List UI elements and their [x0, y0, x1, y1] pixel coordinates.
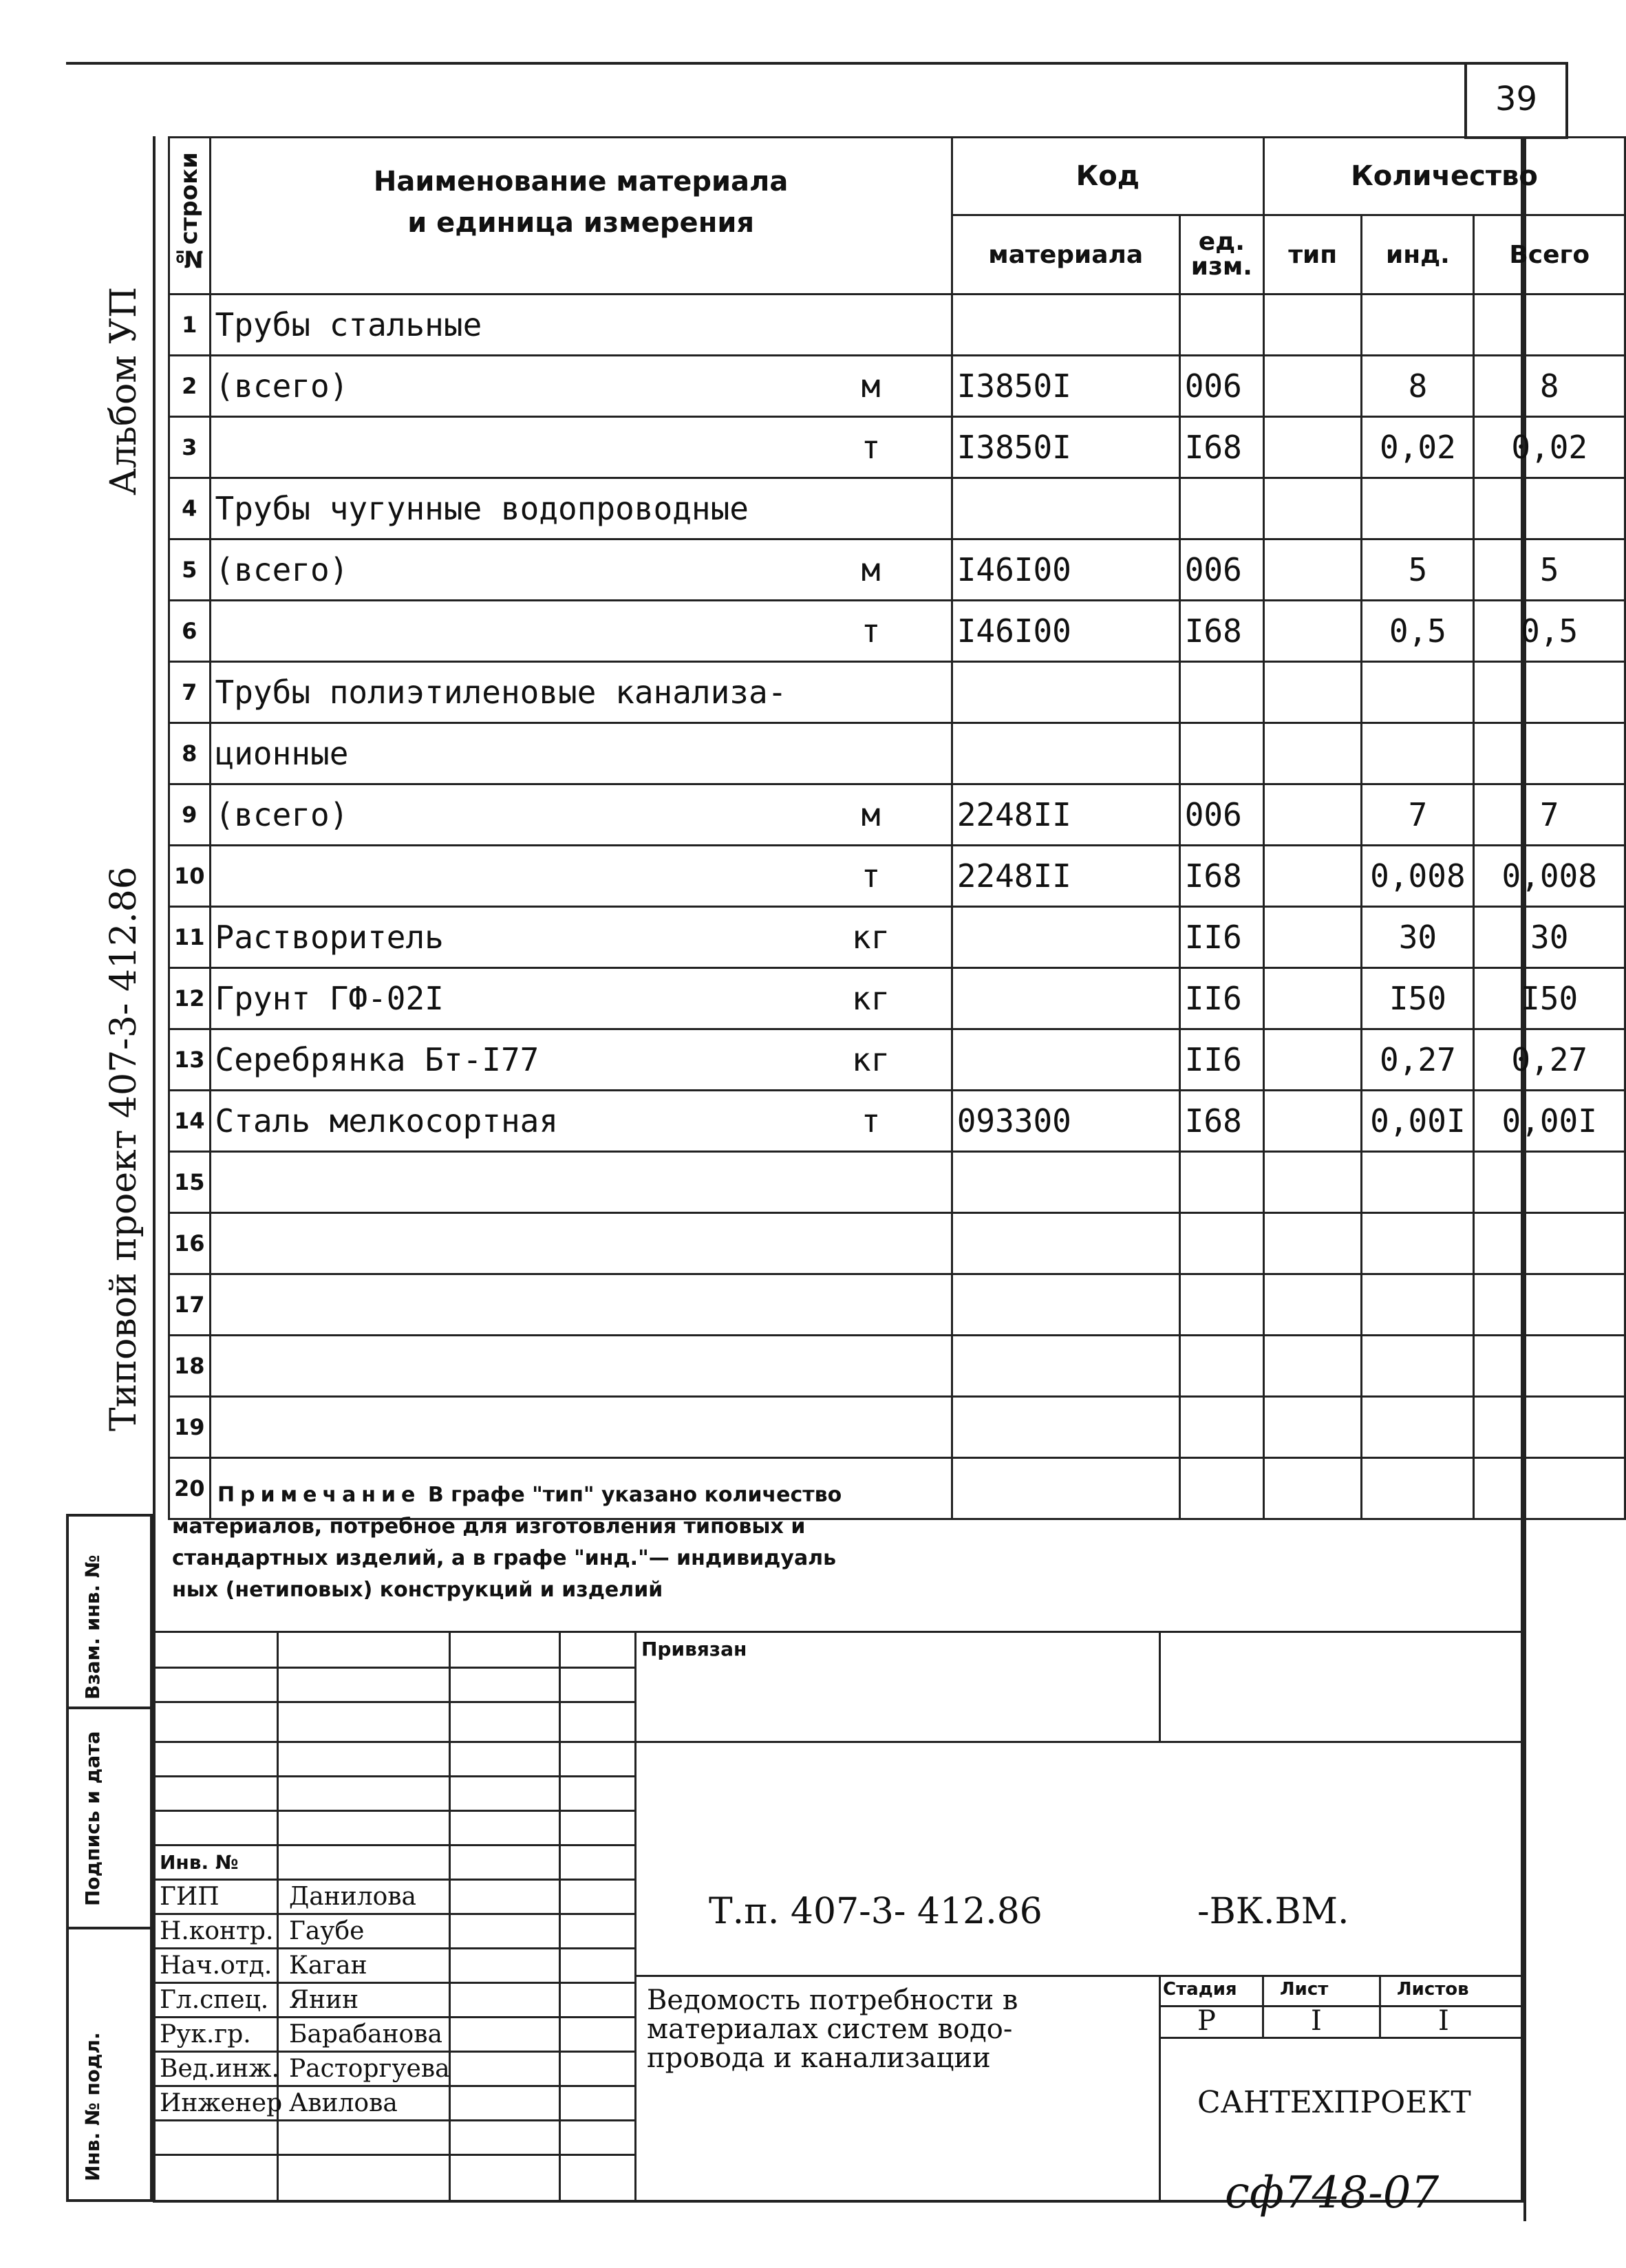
qty-total: 0,008 — [1474, 846, 1625, 907]
qty-typ — [1263, 417, 1361, 478]
row-number: 4 — [169, 478, 211, 539]
material-name — [210, 601, 791, 662]
qty-typ — [1263, 723, 1361, 784]
top-rule — [66, 62, 1566, 65]
strip-separator — [66, 1707, 153, 1709]
unit-text — [791, 662, 952, 723]
unit-code: II6 — [1179, 907, 1263, 968]
material-code: 2248II — [952, 846, 1179, 907]
table-row — [169, 662, 1625, 723]
qty-typ — [1263, 784, 1361, 846]
qty-typ — [1263, 1029, 1361, 1091]
staff-role: Гл.спец. — [160, 1986, 269, 2014]
row-number: 13 — [169, 1029, 211, 1091]
unit-text: м — [791, 784, 952, 846]
unit-text — [791, 1336, 952, 1397]
strip-separator — [66, 1927, 153, 1929]
unit-text: т — [791, 846, 952, 907]
qty-ind — [1362, 662, 1474, 723]
qty-total — [1474, 662, 1625, 723]
qty-total: 0,02 — [1474, 417, 1625, 478]
unit-header: ед. изм. — [1179, 215, 1263, 295]
unit-code — [1179, 1213, 1263, 1274]
staff-role: Н.контр. — [160, 1917, 274, 1945]
row-number: 12 — [169, 968, 211, 1029]
qty-typ — [1263, 1458, 1361, 1519]
staff-name: Янин — [289, 1986, 359, 2014]
material-name — [210, 1213, 791, 1274]
note: Примечание В графе "тип" указано количество материалов, потребное для изготовления типовых и стандартных изделий, а в графе "инд."— индивидуаль ных (нетиповых) конструкций и изделий — [172, 1483, 842, 1602]
unit-code — [1179, 1274, 1263, 1336]
qty-total: 0,00I — [1474, 1091, 1625, 1152]
unit-text — [791, 1152, 952, 1213]
material-name: Сталь мелкосортная — [210, 1091, 791, 1152]
doc-suffix: -ВК.ВМ. — [1197, 1891, 1349, 1932]
privyazan-label: Привязан — [641, 1638, 747, 1660]
material-name: Грунт ГФ-02I — [210, 968, 791, 1029]
doc-code: Т.п. 407-3- 412.86 — [709, 1891, 1042, 1932]
unit-code — [1179, 723, 1263, 784]
unit-code: I68 — [1179, 601, 1263, 662]
row-number: 2 — [169, 356, 211, 417]
material-name: Трубы стальные — [210, 295, 791, 356]
unit-text — [791, 295, 952, 356]
row-number: 11 — [169, 907, 211, 968]
qty-total — [1474, 478, 1625, 539]
qty-ind: 0,5 — [1362, 601, 1474, 662]
sheets-label: Листов — [1397, 1979, 1469, 2000]
staff-name: Данилова — [289, 1883, 416, 1911]
table-row — [169, 356, 1625, 417]
table-row — [169, 1336, 1625, 1397]
unit-code: 006 — [1179, 356, 1263, 417]
table-row — [169, 846, 1625, 907]
row-number: 7 — [169, 662, 211, 723]
table-row — [169, 295, 1625, 356]
unit-text — [791, 1274, 952, 1336]
page-number: 39 — [1464, 62, 1568, 139]
unit-text: кг — [791, 1029, 952, 1091]
qty-typ — [1263, 1152, 1361, 1213]
qty-ind — [1362, 1213, 1474, 1274]
table-row — [169, 539, 1625, 601]
qty-total: I50 — [1474, 968, 1625, 1029]
staff-role: Рук.гр. — [160, 2020, 251, 2048]
unit-code — [1179, 478, 1263, 539]
unit-text: т — [791, 601, 952, 662]
qty-total — [1474, 1336, 1625, 1397]
qty-ind — [1362, 723, 1474, 784]
podpis-label: Подпись и дата — [81, 1731, 104, 1906]
material-name: Растворитель — [210, 907, 791, 968]
material-code — [952, 968, 1179, 1029]
qty-total — [1474, 1213, 1625, 1274]
material-name — [210, 1152, 791, 1213]
album-label: Альбом УП — [103, 286, 145, 495]
qty-total: 0,5 — [1474, 601, 1625, 662]
unit-text: м — [791, 539, 952, 601]
row-number: 6 — [169, 601, 211, 662]
row-number: 1 — [169, 295, 211, 356]
material-name: Трубы чугунные водопроводные — [210, 478, 791, 539]
unit-text: кг — [791, 907, 952, 968]
material-name: (всего) — [210, 356, 791, 417]
qty-ind: 0,008 — [1362, 846, 1474, 907]
table-row — [169, 1397, 1625, 1458]
material-code — [952, 295, 1179, 356]
table-row — [169, 1274, 1625, 1336]
material-code — [952, 1274, 1179, 1336]
stage-label: Стадия — [1163, 1979, 1237, 2000]
qty-typ — [1263, 907, 1361, 968]
row-number: 16 — [169, 1213, 211, 1274]
material-code: I3850I — [952, 356, 1179, 417]
material-code: I46I00 — [952, 539, 1179, 601]
qty-ind: 30 — [1362, 907, 1474, 968]
row-number: 17 — [169, 1274, 211, 1336]
table-row — [169, 601, 1625, 662]
table-row — [169, 1152, 1625, 1213]
staff-name: Расторгуева — [289, 2055, 450, 2083]
staff-name: Авилова — [289, 2089, 398, 2117]
qty-ind: 8 — [1362, 356, 1474, 417]
row-number: 3 — [169, 417, 211, 478]
unit-code — [1179, 662, 1263, 723]
unit-text: т — [791, 1091, 952, 1152]
qty-ind: 7 — [1362, 784, 1474, 846]
material-name: Серебрянка Бт-I77 — [210, 1029, 791, 1091]
unit-code — [1179, 295, 1263, 356]
material-code — [952, 1213, 1179, 1274]
material-code: I46I00 — [952, 601, 1179, 662]
qty-ind: I50 — [1362, 968, 1474, 1029]
qty-ind — [1362, 1458, 1474, 1519]
qty-total — [1474, 1274, 1625, 1336]
name-header: Наименование материала и единица измерения — [210, 138, 952, 295]
material-code — [952, 907, 1179, 968]
vzam-label: Взам. инв. № — [81, 1554, 104, 1700]
row-number: 19 — [169, 1397, 211, 1458]
qty-total — [1474, 1152, 1625, 1213]
unit-code: 006 — [1179, 539, 1263, 601]
qty-total — [1474, 1458, 1625, 1519]
table-row — [169, 907, 1625, 968]
unit-text — [791, 1397, 952, 1458]
inv-podl-label: Инв. № подл. — [81, 2032, 104, 2181]
qty-typ — [1263, 846, 1361, 907]
qty-ind — [1362, 295, 1474, 356]
qty-ind — [1362, 1274, 1474, 1336]
material-header: материала — [952, 215, 1179, 295]
qty-ind: 5 — [1362, 539, 1474, 601]
qty-total — [1474, 1397, 1625, 1458]
total-header: Всего — [1474, 215, 1625, 295]
qty-total: 5 — [1474, 539, 1625, 601]
unit-code — [1179, 1152, 1263, 1213]
table-row — [169, 417, 1625, 478]
qty-ind — [1362, 1336, 1474, 1397]
staff-name: Гаубе — [289, 1917, 365, 1945]
row-number: 14 — [169, 1091, 211, 1152]
qty-typ — [1263, 1397, 1361, 1458]
material-name: Трубы полиэтиленовые канализа- — [210, 662, 791, 723]
qty-ind — [1362, 1152, 1474, 1213]
material-name — [210, 1274, 791, 1336]
qty-total: 7 — [1474, 784, 1625, 846]
staff-role: Нач.отд. — [160, 1951, 272, 1980]
material-name — [210, 417, 791, 478]
doc-title: Ведомость потребности в материалах систем водо- провода и канализации — [647, 1984, 1018, 2074]
qty-typ — [1263, 539, 1361, 601]
material-code — [952, 723, 1179, 784]
qty-total: 30 — [1474, 907, 1625, 968]
material-name — [210, 1336, 791, 1397]
qty-typ — [1263, 1336, 1361, 1397]
material-code — [952, 1152, 1179, 1213]
qty-total — [1474, 723, 1625, 784]
footer-code: сф748-07 — [1225, 2168, 1440, 2218]
staff-role: Вед.инж. — [160, 2055, 279, 2083]
unit-code: I68 — [1179, 846, 1263, 907]
row-number: 18 — [169, 1336, 211, 1397]
staff-role: ГИП — [160, 1883, 220, 1911]
row-number: 5 — [169, 539, 211, 601]
staff-name: Барабанова — [289, 2020, 442, 2048]
code-header: Код — [952, 138, 1263, 215]
qty-header: Количество — [1263, 138, 1625, 215]
material-name: (всего) — [210, 539, 791, 601]
qty-typ — [1263, 968, 1361, 1029]
qty-total — [1474, 295, 1625, 356]
material-code: 2248II — [952, 784, 1179, 846]
unit-code: II6 — [1179, 1029, 1263, 1091]
material-code — [952, 662, 1179, 723]
material-code: 093300 — [952, 1091, 1179, 1152]
sheets-value: I — [1438, 2005, 1449, 2037]
ind-header: инд. — [1362, 215, 1474, 295]
unit-text — [791, 723, 952, 784]
unit-text: кг — [791, 968, 952, 1029]
material-name — [210, 1397, 791, 1458]
inv-no-label: Инв. № — [160, 1851, 239, 1874]
material-name: (всего) — [210, 784, 791, 846]
material-code — [952, 478, 1179, 539]
qty-ind: 0,00I — [1362, 1091, 1474, 1152]
qty-typ — [1263, 662, 1361, 723]
stage-value: Р — [1197, 2005, 1216, 2037]
material-name — [210, 846, 791, 907]
row-number: 15 — [169, 1152, 211, 1213]
table-row — [169, 1029, 1625, 1091]
materials-table — [168, 136, 1626, 1520]
qty-typ — [1263, 1274, 1361, 1336]
row-number: 9 — [169, 784, 211, 846]
table-row — [169, 968, 1625, 1029]
qty-typ — [1263, 356, 1361, 417]
qty-typ — [1263, 601, 1361, 662]
qty-typ — [1263, 295, 1361, 356]
unit-code: I68 — [1179, 1091, 1263, 1152]
table-row — [169, 723, 1625, 784]
sheet-value: I — [1311, 2005, 1322, 2037]
material-code — [952, 1029, 1179, 1091]
row-number: 10 — [169, 846, 211, 907]
qty-typ — [1263, 478, 1361, 539]
typ-header: тип — [1263, 215, 1361, 295]
unit-text — [791, 1213, 952, 1274]
unit-code — [1179, 1397, 1263, 1458]
qty-typ — [1263, 1213, 1361, 1274]
table-row — [169, 478, 1625, 539]
material-code — [952, 1336, 1179, 1397]
qty-ind: 0,02 — [1362, 417, 1474, 478]
org-name: САНТЕХПРОЕКТ — [1197, 2085, 1471, 2120]
qty-typ — [1263, 1091, 1361, 1152]
qty-ind — [1362, 478, 1474, 539]
material-name: ционные — [210, 723, 791, 784]
unit-code: II6 — [1179, 968, 1263, 1029]
qty-ind: 0,27 — [1362, 1029, 1474, 1091]
staff-name: Каган — [289, 1951, 367, 1980]
project-label: Типовой проект 407-3- 412.86 — [103, 866, 145, 1431]
qty-ind — [1362, 1397, 1474, 1458]
table-row — [169, 1213, 1625, 1274]
sheet-label: Лист — [1280, 1979, 1329, 2000]
row-number: 20 — [169, 1458, 211, 1519]
row-no-header: №строки — [169, 138, 211, 295]
qty-total: 0,27 — [1474, 1029, 1625, 1091]
table-row — [169, 1091, 1625, 1152]
qty-total: 8 — [1474, 356, 1625, 417]
left-stamp-strip — [66, 1514, 153, 2202]
unit-code — [1179, 1336, 1263, 1397]
unit-text: т — [791, 417, 952, 478]
staff-role: Инженер — [160, 2089, 283, 2117]
row-number: 8 — [169, 723, 211, 784]
table-row — [169, 784, 1625, 846]
material-code — [952, 1397, 1179, 1458]
unit-text: м — [791, 356, 952, 417]
unit-code: 006 — [1179, 784, 1263, 846]
material-code: I3850I — [952, 417, 1179, 478]
header-row — [169, 138, 1625, 215]
unit-text — [791, 478, 952, 539]
unit-code: I68 — [1179, 417, 1263, 478]
